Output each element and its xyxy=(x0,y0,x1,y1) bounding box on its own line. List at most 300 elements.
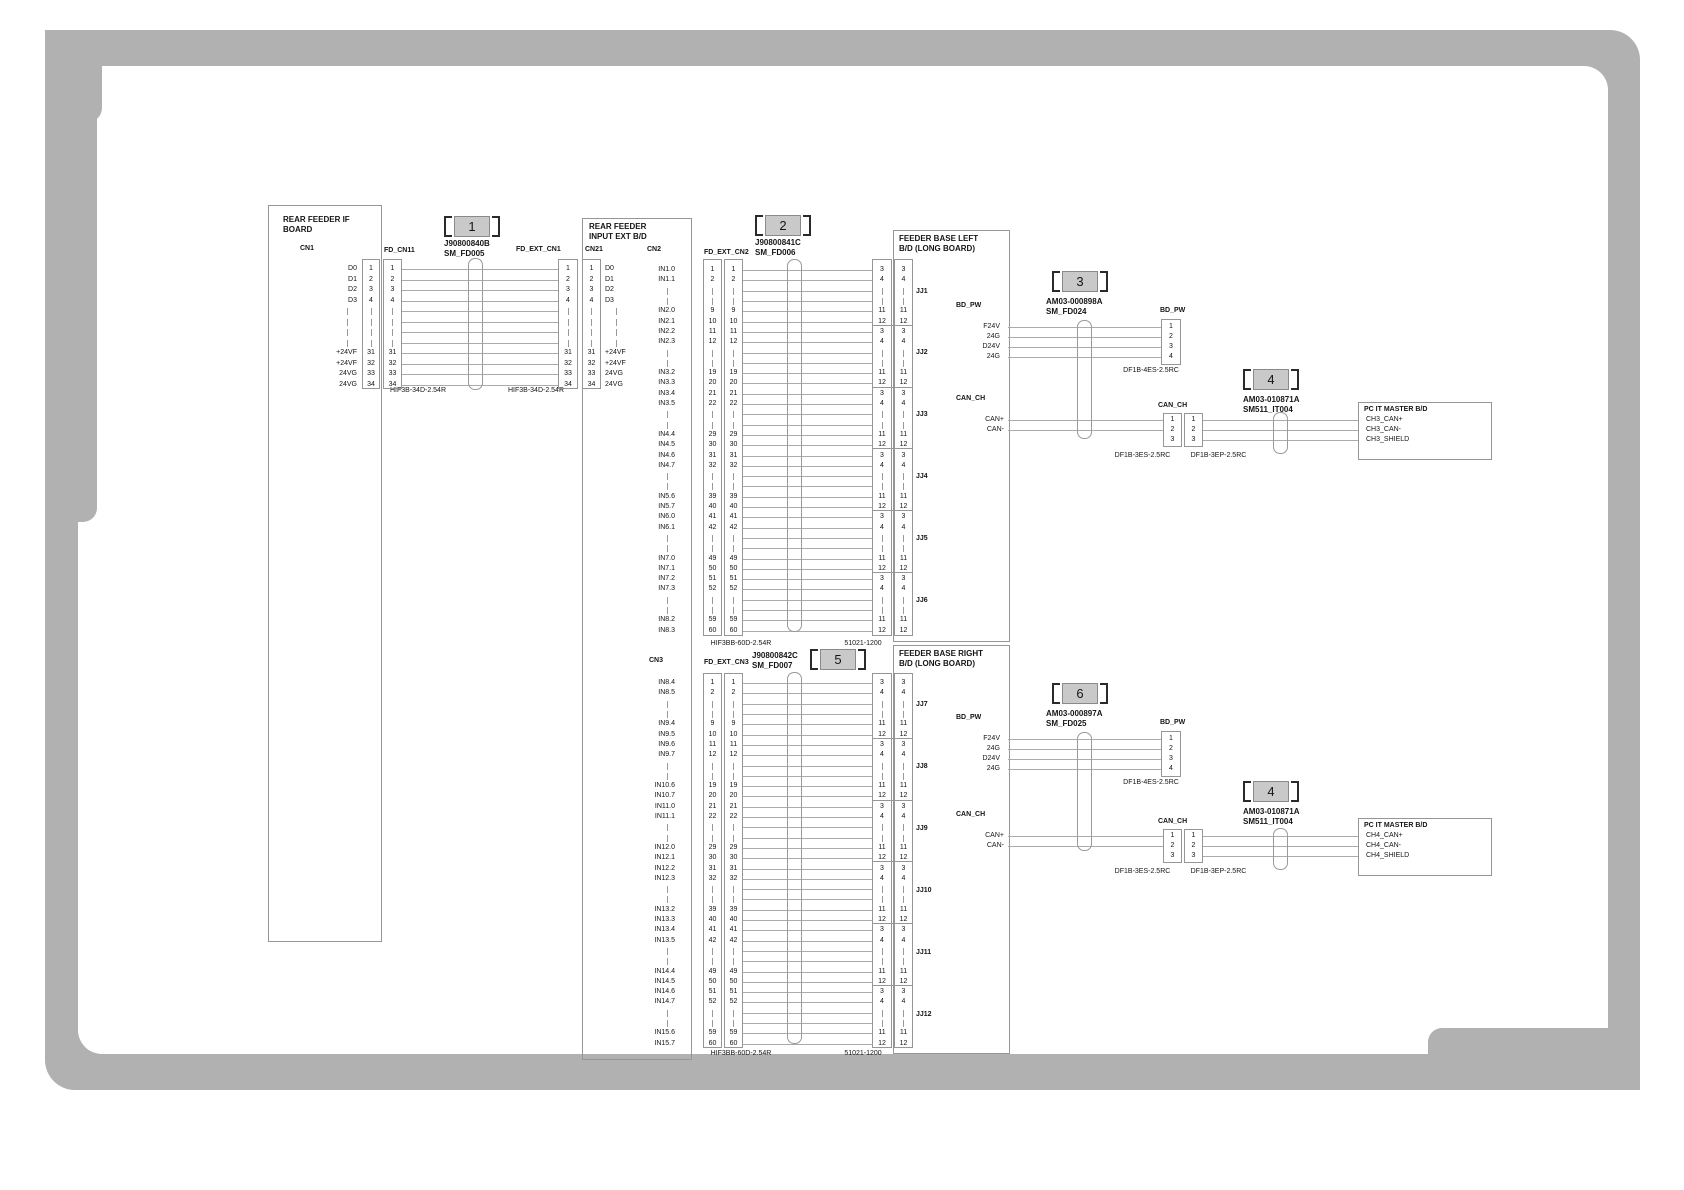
pin-number: 4 xyxy=(880,461,884,469)
title-line: FEEDER BASE LEFT xyxy=(899,234,979,243)
pin-number: 11 xyxy=(899,307,908,315)
pin-number: 32 xyxy=(729,874,738,882)
pin-number: 51 xyxy=(708,575,717,583)
pin-number: 31 xyxy=(729,451,738,459)
cable-wire xyxy=(743,620,872,621)
connector-divider xyxy=(872,923,913,924)
pin-number: 12 xyxy=(899,792,908,800)
cable-name: SM_FD005 xyxy=(444,249,485,258)
cable-wire xyxy=(743,497,872,498)
pin-number: 2 xyxy=(710,276,715,284)
pin-number: 41 xyxy=(729,513,738,521)
cable-wire xyxy=(743,1033,872,1034)
bracket-right xyxy=(1291,781,1299,802)
cable-badge-4-top xyxy=(1243,369,1299,390)
signal-label: IN3.2 xyxy=(658,369,675,377)
pin-number: 19 xyxy=(729,369,738,377)
cable-wire xyxy=(743,930,872,931)
cable-wire xyxy=(743,735,872,736)
connector-label: CAN_CH xyxy=(1158,402,1188,409)
pin-number: 60 xyxy=(729,626,738,634)
title-line: FEEDER BASE RIGHT xyxy=(899,649,984,658)
pin-number: 11 xyxy=(899,967,908,975)
pin-number: 10 xyxy=(729,730,738,738)
pin-number: 3 xyxy=(880,740,884,748)
pin-number: 1 xyxy=(731,679,736,687)
pin-number: 11 xyxy=(708,740,717,748)
continuation-mark xyxy=(667,701,668,708)
pin-number: 21 xyxy=(708,802,717,810)
cable-3-bundle-capsule xyxy=(1077,320,1092,439)
cable-4-top-part xyxy=(1243,395,1299,415)
cable-wire xyxy=(743,528,872,529)
part-number: AM03-000897A xyxy=(1046,709,1103,718)
signal-label: CH4_SHIELD xyxy=(1366,852,1410,859)
cable-wire xyxy=(743,796,872,797)
cable-wire xyxy=(743,869,872,870)
signal-label: +24VF xyxy=(605,349,626,357)
cable-wire xyxy=(743,363,872,364)
cable-wire xyxy=(743,858,872,859)
connector-column xyxy=(582,259,601,389)
pin-number: 11 xyxy=(878,307,886,315)
pin-number: 9 xyxy=(731,720,736,728)
signal-label: IN7.3 xyxy=(658,585,675,593)
pin-number: 3 xyxy=(880,389,884,397)
cable-wire xyxy=(743,394,872,395)
jj-connector-label: JJ7 xyxy=(916,701,928,708)
signal-label: IN13.4 xyxy=(654,926,675,934)
continuation-mark xyxy=(667,288,668,295)
pin-number: 42 xyxy=(708,936,717,944)
signal-label: IN14.6 xyxy=(654,988,675,996)
pin-number: 4 xyxy=(880,874,884,882)
signal-label: IN12.0 xyxy=(654,843,675,851)
cable-2-bundle-capsule xyxy=(787,259,802,632)
cable-name: SM_FD007 xyxy=(752,661,793,670)
cable-wire xyxy=(743,486,872,487)
pin-number: 4 xyxy=(901,276,906,284)
signal-label: IN6.0 xyxy=(658,513,675,521)
continuation-mark xyxy=(667,711,668,718)
pin-number: 29 xyxy=(708,430,717,438)
pin-number: 2 xyxy=(1169,745,1173,752)
cable-wire xyxy=(743,342,872,343)
board-pc-it-master-top-title: PC IT MASTER B/D xyxy=(1364,406,1428,413)
pin-number: 10 xyxy=(729,317,738,325)
signal-label: IN4.7 xyxy=(658,461,675,469)
pin-number: 34 xyxy=(367,380,375,388)
cable-wire xyxy=(743,1044,872,1045)
pin-number: 11 xyxy=(878,967,886,975)
pin-number: 4 xyxy=(566,296,570,304)
pin-number: 31 xyxy=(708,451,717,459)
pin-number: 49 xyxy=(708,967,717,975)
signal-label: F24V xyxy=(983,735,1000,742)
pin-number: 3 xyxy=(901,575,906,583)
title-line: BOARD xyxy=(283,225,313,234)
pin-number: 11 xyxy=(878,554,886,562)
pin-number: 30 xyxy=(708,854,717,862)
cable-wire xyxy=(743,745,872,746)
signal-label: CH4_CAN- xyxy=(1366,842,1402,849)
bracket-right xyxy=(1291,369,1299,390)
pin-number: 2 xyxy=(731,689,736,697)
cable-3-part xyxy=(1046,297,1102,317)
signal-label: CH4_CAN+ xyxy=(1366,832,1403,839)
cable-wire xyxy=(743,766,872,767)
pin-number: 33 xyxy=(367,370,375,378)
pin-number: 41 xyxy=(708,513,717,521)
pin-number: 11 xyxy=(878,720,886,728)
pin-number: 3 xyxy=(901,864,906,872)
pin-number: 30 xyxy=(708,441,717,449)
signal-label: F24V xyxy=(983,323,1000,330)
cable-badge-1 xyxy=(444,216,500,237)
pin-number: 12 xyxy=(878,854,886,862)
continuation-mark xyxy=(667,824,668,831)
cable-wire xyxy=(743,724,872,725)
cable-wire xyxy=(743,538,872,539)
signal-label: IN9.6 xyxy=(658,740,675,748)
pin-number: 3 xyxy=(901,926,906,934)
cable-wire xyxy=(743,910,872,911)
connector-type-label: 51021-1200 xyxy=(844,1050,882,1057)
cable-wire xyxy=(743,322,872,323)
pin-number: 9 xyxy=(710,720,715,728)
signal-label: D2 xyxy=(348,286,357,294)
pin-number: 3 xyxy=(880,864,884,872)
pin-number: 3 xyxy=(880,926,884,934)
title-line: B/D (LONG BOARD) xyxy=(899,244,975,253)
cable-wire xyxy=(743,1013,872,1014)
signal-label: IN8.5 xyxy=(658,689,675,697)
connector-divider xyxy=(872,738,913,739)
pin-number: 32 xyxy=(729,461,738,469)
signal-label: IN7.0 xyxy=(658,554,675,562)
pin-number: 11 xyxy=(708,327,717,335)
cable-wire xyxy=(743,817,872,818)
pin-number: 19 xyxy=(708,369,717,377)
cable-wire xyxy=(743,425,872,426)
continuation-mark xyxy=(347,340,348,347)
connector-divider xyxy=(872,800,913,801)
pin-number: 4 xyxy=(901,813,906,821)
signal-label: IN3.3 xyxy=(658,379,675,387)
pin-number: 49 xyxy=(729,967,738,975)
cable-wire xyxy=(743,920,872,921)
signal-label: IN3.4 xyxy=(658,389,675,397)
pin-number: 3 xyxy=(901,327,906,335)
cable-wire xyxy=(743,353,872,354)
pin-number: 3 xyxy=(901,451,906,459)
pin-number: 2 xyxy=(566,275,570,283)
pin-number: 32 xyxy=(587,359,596,367)
pin-number: 59 xyxy=(708,616,717,624)
signal-label: IN13.5 xyxy=(654,936,675,944)
pin-number: 3 xyxy=(880,802,884,810)
pin-number: 12 xyxy=(729,751,738,759)
pin-number: 4 xyxy=(1169,353,1173,360)
pin-number: 1 xyxy=(369,265,373,273)
pin-number: 3 xyxy=(880,266,884,274)
pin-number: 3 xyxy=(589,286,594,294)
pin-number: 1 xyxy=(1170,416,1175,423)
cable-wire xyxy=(743,280,872,281)
pin-number: 12 xyxy=(899,441,908,449)
pin-number: 50 xyxy=(708,977,717,985)
connector-type-label: DF1B-4ES-2.5RC xyxy=(1123,779,1179,786)
pin-number: 12 xyxy=(899,977,908,985)
continuation-mark xyxy=(667,545,668,552)
pin-number: 4 xyxy=(901,585,906,593)
cable-wire xyxy=(743,631,872,632)
cable-wire xyxy=(743,1023,872,1024)
connector-divider xyxy=(872,325,913,326)
pin-number: 11 xyxy=(899,1029,908,1037)
pin-number: 12 xyxy=(899,317,908,325)
pin-number: 4 xyxy=(1169,765,1173,772)
board-pc-it-master-bottom-title: PC IT MASTER B/D xyxy=(1364,822,1428,829)
cable-2-part xyxy=(755,238,801,258)
pin-number: 3 xyxy=(1169,343,1173,350)
cable-wire xyxy=(743,600,872,601)
continuation-mark xyxy=(667,886,668,893)
signal-label: IN14.7 xyxy=(654,998,675,1006)
pin-number: 2 xyxy=(1170,426,1175,433)
pin-number: 32 xyxy=(708,874,717,882)
signal-label: IN3.5 xyxy=(658,400,675,408)
pin-number: 22 xyxy=(729,813,738,821)
pin-number: 3 xyxy=(880,451,884,459)
cn2-label: CN2 xyxy=(647,246,662,253)
signal-label: 24VG xyxy=(605,380,623,388)
connector-label: BD_PW xyxy=(1160,719,1186,726)
pin-number: 12 xyxy=(878,626,886,634)
pin-number: 49 xyxy=(708,554,717,562)
continuation-mark xyxy=(667,835,668,842)
pin-number: 4 xyxy=(880,585,884,593)
cable-wire xyxy=(743,383,872,384)
signal-label: 24G xyxy=(986,353,1000,360)
pin-number: 11 xyxy=(878,782,886,790)
cable-wire xyxy=(743,456,872,457)
pin-number: 9 xyxy=(731,307,736,315)
connector-divider xyxy=(872,510,913,511)
cable-wire xyxy=(743,476,872,477)
pin-number: 34 xyxy=(388,380,397,388)
pin-number: 41 xyxy=(729,926,738,934)
jj-connector-label: JJ10 xyxy=(916,887,932,894)
cable-wire xyxy=(743,569,872,570)
pin-number: 33 xyxy=(388,370,397,378)
cable-name: SM511_IT004 xyxy=(1243,405,1293,414)
pin-number: 11 xyxy=(878,1029,886,1037)
connector-type-label: 51021-1200 xyxy=(844,640,882,647)
signal-label: +24VF xyxy=(336,349,357,357)
continuation-mark xyxy=(667,411,668,418)
signal-label: CH3_CAN+ xyxy=(1366,416,1403,423)
continuation-mark xyxy=(667,350,668,357)
pin-number: 11 xyxy=(899,720,908,728)
pin-number: 3 xyxy=(901,513,906,521)
title-line: INPUT EXT B/D xyxy=(589,232,647,241)
cn1-label: CN1 xyxy=(300,245,315,252)
pin-number: 1 xyxy=(1169,735,1173,742)
cable-wire xyxy=(743,1002,872,1003)
jj-connector-label: JJ11 xyxy=(916,949,932,956)
signal-label: CAN+ xyxy=(985,832,1004,839)
pin-number: 11 xyxy=(878,843,886,851)
pin-number: 12 xyxy=(878,977,886,985)
pin-number: 12 xyxy=(878,564,886,572)
connector-label: BD_PW xyxy=(1160,307,1186,314)
cable-wire xyxy=(743,301,872,302)
cable-wire xyxy=(743,992,872,993)
pin-number: 11 xyxy=(878,905,886,913)
signal-label: IN8.3 xyxy=(658,626,675,634)
pin-number: 11 xyxy=(729,327,738,335)
cable-name: SM511_IT004 xyxy=(1243,817,1293,826)
cable-wire xyxy=(743,807,872,808)
bracket-left xyxy=(755,215,763,236)
pin-number: 12 xyxy=(899,626,908,634)
pin-number: 11 xyxy=(878,369,886,377)
pin-number: 11 xyxy=(899,430,908,438)
cable-1-bundle-capsule xyxy=(468,258,483,390)
pin-number: 3 xyxy=(566,286,570,294)
pin-number: 4 xyxy=(901,338,906,346)
pin-number: 51 xyxy=(708,988,717,996)
bracket-right xyxy=(1100,271,1108,292)
cable-wire xyxy=(743,755,872,756)
jj-connector-label: JJ6 xyxy=(916,597,928,604)
pin-number: 4 xyxy=(880,689,884,697)
pin-number: 29 xyxy=(708,843,717,851)
signal-label: IN13.2 xyxy=(654,905,675,913)
pin-number: 20 xyxy=(729,379,738,387)
cable-wire xyxy=(743,373,872,374)
part-number: J90800841C xyxy=(755,238,801,247)
pin-number: 4 xyxy=(901,689,906,697)
connector-type-label: DF1B-3EP-2.5RC xyxy=(1190,868,1247,875)
pin-number: 9 xyxy=(710,307,715,315)
fd-ext-cn3-label: FD_EXT_CN3 xyxy=(704,659,749,666)
pin-number: 2 xyxy=(589,275,594,283)
signal-label: 24VG xyxy=(339,370,357,378)
continuation-mark xyxy=(667,948,668,955)
cable-wire xyxy=(743,776,872,777)
signal-label: D1 xyxy=(348,275,357,283)
pin-number: 1 xyxy=(1191,832,1196,839)
pin-number: 12 xyxy=(899,503,908,511)
continuation-mark xyxy=(667,422,668,429)
cable-wire xyxy=(743,404,872,405)
signal-label: IN9.5 xyxy=(658,730,675,738)
pin-number: 34 xyxy=(587,380,596,388)
connector-type-label: DF1B-4ES-2.5RC xyxy=(1123,367,1179,374)
signal-label: IN12.2 xyxy=(654,864,675,872)
pin-number: 29 xyxy=(729,430,738,438)
connector-column xyxy=(383,259,402,389)
pin-number: 4 xyxy=(390,296,395,304)
signal-label: 24G xyxy=(986,765,1000,772)
pin-number: 11 xyxy=(899,616,908,624)
cable-wire xyxy=(743,311,872,312)
cable-5-part xyxy=(752,651,798,671)
fd-ext-cn2-label: FD_EXT_CN2 xyxy=(704,249,749,256)
jj-connector-label: JJ4 xyxy=(916,473,928,480)
pin-number: 3 xyxy=(880,575,884,583)
signal-label: IN4.6 xyxy=(658,451,675,459)
pin-number: 1 xyxy=(1170,832,1175,839)
pin-number: 30 xyxy=(729,854,738,862)
title-line: REAR FEEDER xyxy=(589,222,647,231)
pin-number: 11 xyxy=(899,369,908,377)
pin-number: 42 xyxy=(729,523,738,531)
signal-label: IN7.2 xyxy=(658,575,675,583)
pin-number: 12 xyxy=(878,1039,886,1047)
pin-number: 12 xyxy=(708,751,717,759)
pin-number: 59 xyxy=(729,616,738,624)
pin-number: 21 xyxy=(729,802,738,810)
pin-number: 21 xyxy=(729,389,738,397)
connector-column xyxy=(362,259,380,389)
signal-label: 24VG xyxy=(339,380,357,388)
pin-number: 2 xyxy=(731,276,736,284)
cable-badge-5 xyxy=(810,649,866,670)
pin-number: 60 xyxy=(729,1039,738,1047)
pin-number: 4 xyxy=(880,338,884,346)
cable-4-top-bundle-capsule xyxy=(1273,412,1288,454)
pin-number: 10 xyxy=(708,730,717,738)
cable-wire xyxy=(743,693,872,694)
pin-number: 20 xyxy=(708,379,717,387)
pin-number: 52 xyxy=(708,998,717,1006)
signal-label: IN12.3 xyxy=(654,874,675,882)
pin-number: 2 xyxy=(710,689,715,697)
part-number: AM03-000898A xyxy=(1046,297,1103,306)
cn3-label: CN3 xyxy=(649,657,664,664)
fd-ext-cn1-label: FD_EXT_CN1 xyxy=(516,246,561,253)
pin-number: 11 xyxy=(899,554,908,562)
cable-wire xyxy=(743,466,872,467)
pin-number: 59 xyxy=(708,1029,717,1037)
pin-number: 11 xyxy=(729,740,738,748)
pin-number: 3 xyxy=(1170,436,1175,443)
cable-wire xyxy=(743,579,872,580)
continuation-mark xyxy=(347,319,348,326)
pin-number: 3 xyxy=(880,327,884,335)
part-number: AM03-010871A xyxy=(1243,807,1300,816)
pin-number: 32 xyxy=(388,359,397,367)
continuation-mark xyxy=(667,763,668,770)
cable-name: SM_FD024 xyxy=(1046,307,1087,316)
jj-connector-label: JJ8 xyxy=(916,763,928,770)
bracket-right xyxy=(858,649,866,670)
signal-label: D0 xyxy=(348,265,357,273)
pin-number: 3 xyxy=(880,513,884,521)
connector-divider xyxy=(872,985,913,986)
pin-number: 40 xyxy=(729,916,738,924)
connector-column xyxy=(724,673,743,1048)
pin-number: 12 xyxy=(899,564,908,572)
pin-number: 12 xyxy=(899,1039,908,1047)
cable-badge-6 xyxy=(1052,683,1108,704)
connector-type-label: DF1B-3ES-2.5RC xyxy=(1114,452,1171,459)
continuation-mark xyxy=(347,308,348,315)
pin-number: 3 xyxy=(880,679,884,687)
